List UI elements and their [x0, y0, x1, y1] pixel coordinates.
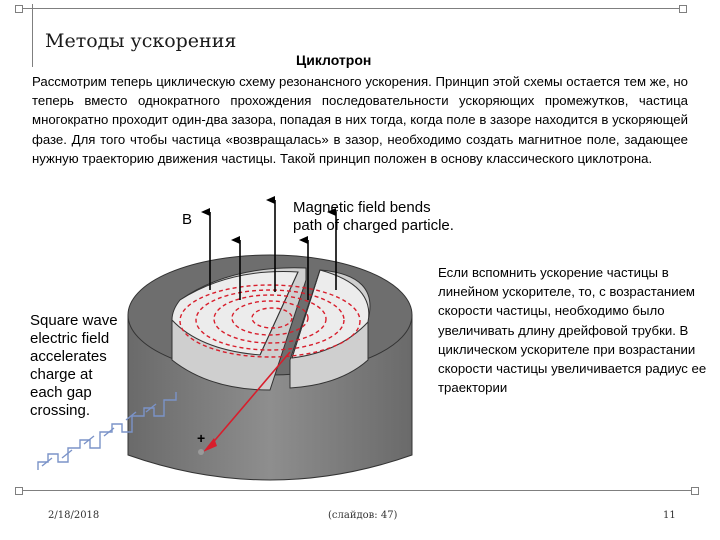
body-paragraph: Рассмотрим теперь циклическую схему резонансного ускорения. Принцип этой схемы остается тем же, но теперь вместо однократного прохождения последовательности ускоряющих промежутков, частица многократно проходит один-два зазора, попадая в них тогда, когда поле в зазоре находится в ускоряющей фазе. Для того чтобы частица «возвращалась» в зазор, необходимо создать магнитное поле, задающее нужную траекторию движения частицы. Такой принцип положен в основу классического циклотрона.: [32, 74, 688, 166]
side-note: Если вспомнить ускорение частицы в линейном ускорителе, то, с возрастанием скорости частицы, необходимо было увеличивать длину дрейфовой трубки. В циклическом ускорителе при возрастании скорости частицы увеличивается радиус ее траектории: [438, 265, 707, 396]
square-wave-caption-line-6: crossing.: [30, 402, 91, 419]
square-wave-caption-line-3: accelerates: [30, 348, 107, 365]
charge-particle: [198, 449, 204, 455]
square-wave-caption: [30, 312, 118, 420]
magnetic-caption-line-2: path of charged particle.: [293, 217, 454, 234]
square-wave-caption-line-1: Square wave: [30, 312, 118, 329]
magnetic-caption-line-1: Magnetic field bends: [293, 199, 431, 216]
slide-subtitle: Циклотрон: [296, 52, 372, 68]
square-wave-caption-line-4: charge at: [30, 366, 93, 383]
square-wave-caption-line-2: electric field: [30, 330, 110, 347]
square-wave-caption-line-5: each gap: [30, 384, 92, 401]
footer-date: 2/18/2018: [48, 510, 100, 521]
footer-page-number: 11: [663, 510, 676, 521]
magnetic-field-caption: [293, 199, 454, 235]
footer-slides-count: (слайдов: 47): [328, 510, 398, 521]
slide-title: Методы ускорения: [45, 30, 237, 52]
b-field-label: B: [182, 211, 193, 228]
charge-sign: +: [197, 430, 206, 446]
